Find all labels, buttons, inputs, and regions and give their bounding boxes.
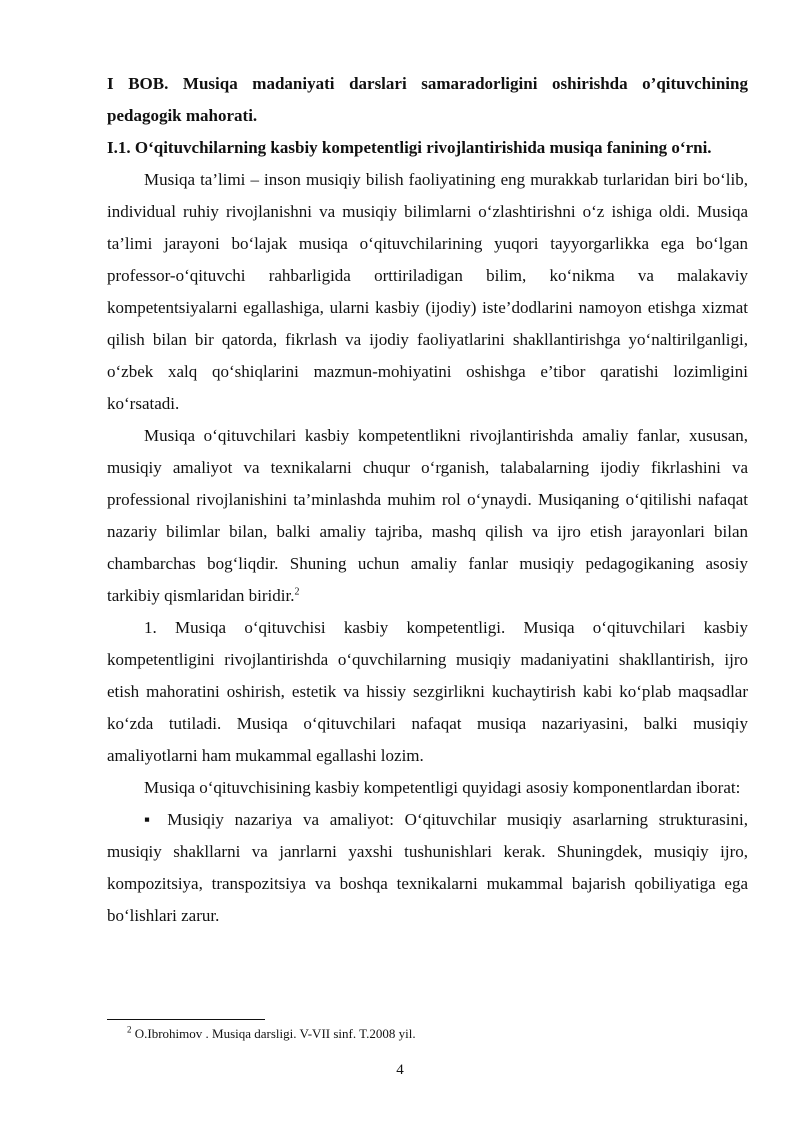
- paragraph-4: Musiqa o‘qituvchisining kasbiy kompetentligi quyidagi asosiy komponentlardan iborat:: [144, 778, 741, 797]
- document-body: [107, 68, 748, 932]
- footnote-reference[interactable]: 2: [294, 586, 300, 598]
- paragraph-5-bullet: ▪ Musiqiy nazariya va amaliyot: O‘qituvchilar musiqiy asarlarning strukturasini, musiqiy shakllarni va janrlarni yaxshi tushunishlari kerak. Shuningdek, musiqiy ijro, kompozitsiya, transpozitsiya va boshqa texnikalarni mukammal bajarish qobiliyatiga ega bo‘lishlari zarur.: [107, 810, 748, 925]
- footnote-divider: [107, 1019, 265, 1020]
- footnote-marker: 2: [127, 1024, 132, 1035]
- paragraph-1: Musiqa ta’limi – inson musiqiy bilish faoliyatining eng murakkab turlaridan biri bo‘lib, individual ruhiy rivojlanishni va musiqiy bilimlarni o‘zlashtirishni o‘z ishiga oldi. Musiqa ta’limi jarayoni bo‘lajak musiqa o‘qituvchilarining yuqori tayyorgarlikka ega bo‘lgan professor-o‘qituvchi rahbarligida orttiriladigan bilim, ko‘nikma va malakaviy kompetentsiyalarni egallashiga, ularni kasbiy (ijodiy) iste’dodlarini namoyon etishga xizmat qilish bilan bir qatorda, fikrlash va ijodiy faoliyatlarini shakllantirishga yo‘naltirilganligi, o‘zbek xalq qo‘shiqlarini mazmun-mohiyatini oshishga e’tibor qaratishi lozimligini ko‘rsatadi.: [107, 170, 748, 413]
- paragraph-2-text: Musiqa o‘qituvchilari kasbiy kompetentlikni rivojlantirishda amaliy fanlar, xususan, musiqiy amaliyot va texnikalarni chuqur o‘rganish, talabalarning ijodiy fikrlashini va professional rivojlanishini ta’minlashda muhim rol o‘ynaydi. Musiqaning o‘qitilishi nafaqat nazariy bilimlar bilan, balki amaliy tajriba, mashq qilish va ijro etish jarayonlari bilan chambarchas bog‘liqdir. Shuning uchun amaliy fanlar musiqiy pedagogikaning asosiy tarkibiy qismlaridan biridir.: [107, 426, 748, 605]
- footnote-text: O.Ibrohimov . Musiqa darsligi. V-VII sinf. T.2008 yil.: [134, 1026, 416, 1041]
- page-number: 4: [396, 1062, 404, 1078]
- chapter-heading: I BOB. Musiqa madaniyati darslari samaradorligini oshirishda o’qituvchining pedagogik mahorati.: [107, 74, 748, 125]
- paragraph-3: 1. Musiqa o‘qituvchisi kasbiy kompetentligi. Musiqa o‘qituvchilari kasbiy kompetentligini rivojlantirishda o‘quvchilarning musiqiy madaniyatini shakllantirish, ijro etish mahoratini oshirish, estetik va hissiy sezgirlikni kuchaytirish kabi ko‘plab maqsadlar ko‘zda tutiladi. Musiqa o‘qituvchilari nafaqat musiqa nazariyasini, balki musiqiy amaliyotlarni ham mukammal egallashi lozim.: [107, 618, 748, 765]
- section-heading: I.1. O‘qituvchilarning kasbiy kompetentligi rivojlantirishida musiqa fanining o‘rni.: [107, 138, 712, 157]
- footnote: [127, 1025, 747, 1043]
- paragraph-2: [107, 420, 748, 612]
